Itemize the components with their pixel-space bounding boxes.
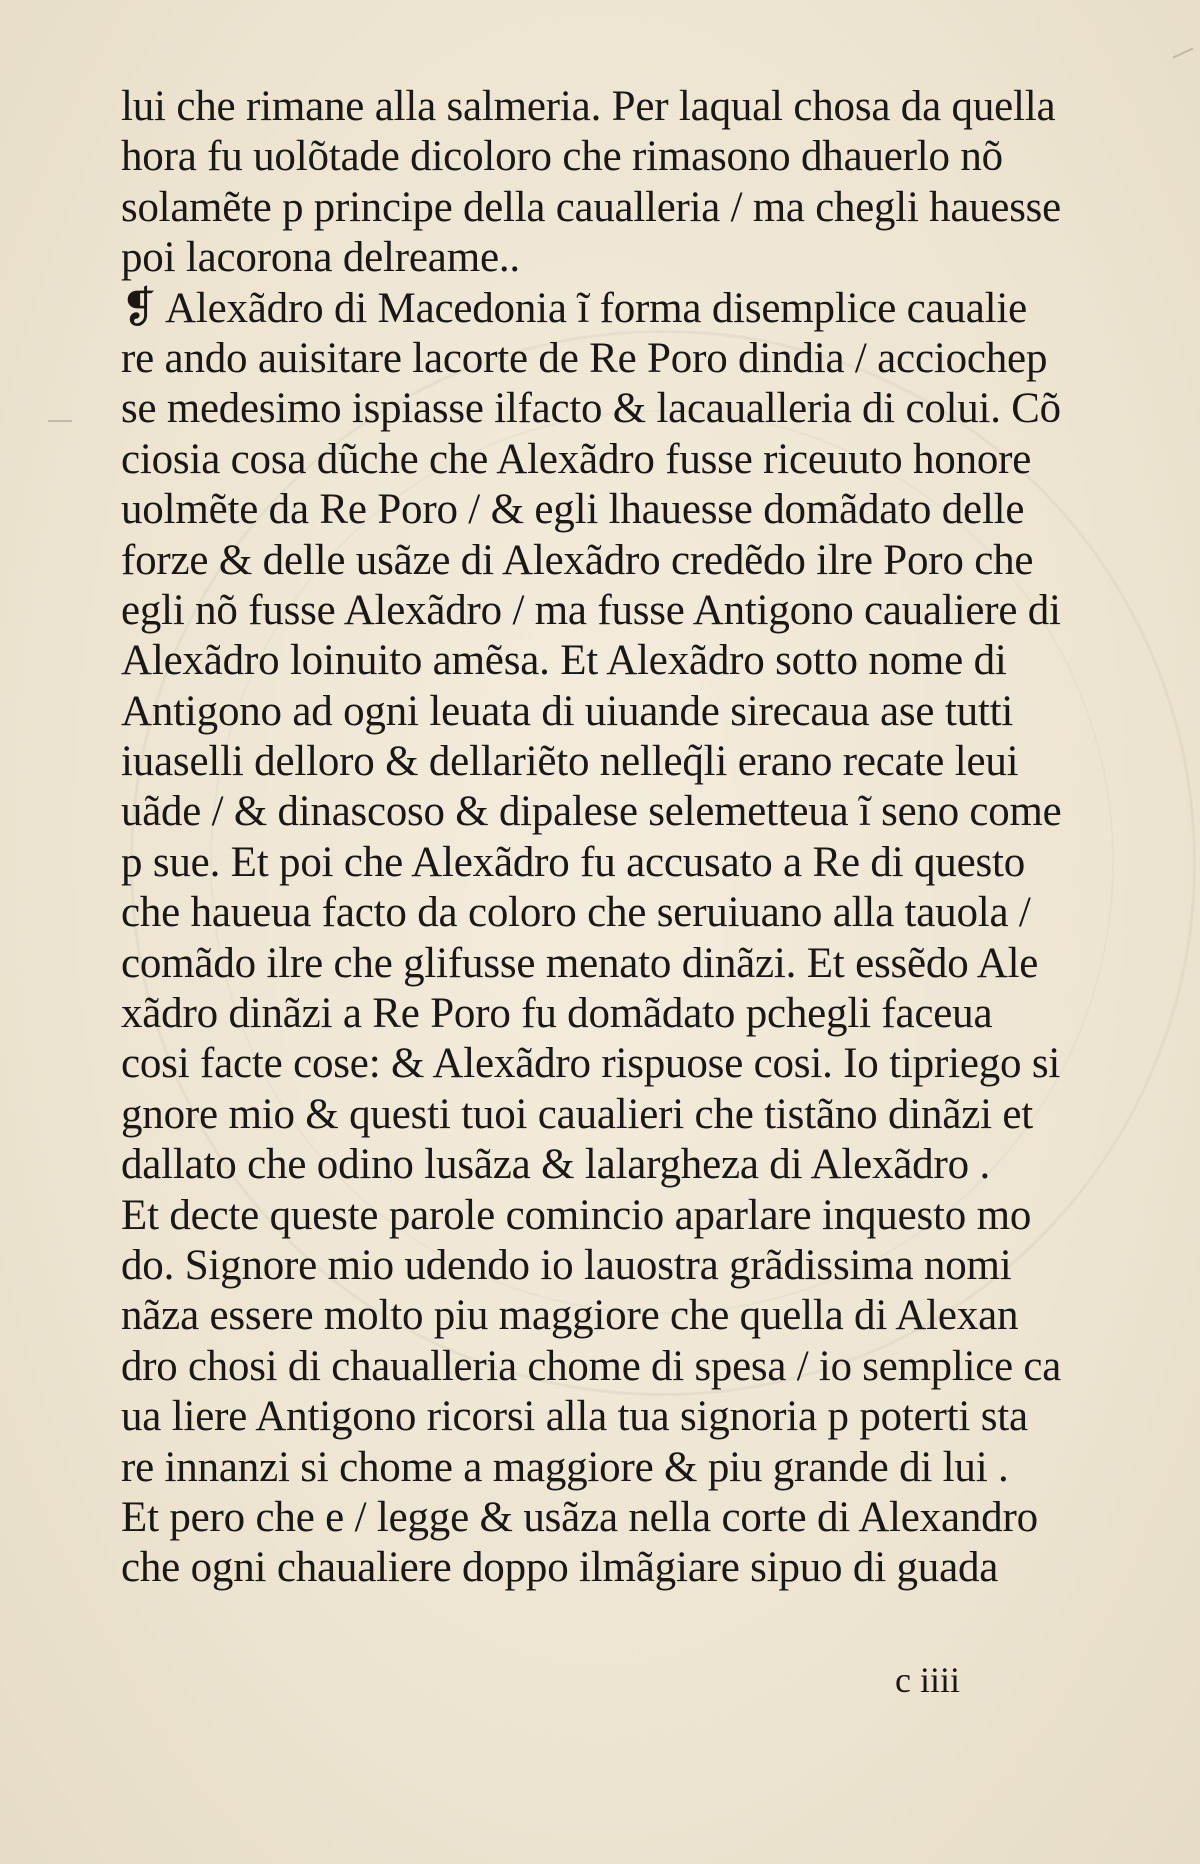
- margin-mark: [48, 420, 72, 422]
- text-line: nãza essere molto piu maggiore che quella di Alexan: [121, 1292, 1019, 1340]
- text-line: iuaselli delloro & dellariẽto nelleq̃li erano recate leui: [121, 738, 1019, 786]
- text-line: dallato che odino lusãza & lalargheza di Alexãdro .: [121, 1141, 990, 1189]
- text-line: Et decte queste parole comincio aparlare inquesto mo: [121, 1191, 1032, 1239]
- text-line: re ando auisitare lacorte de Re Poro dindia / acciochep: [121, 334, 1048, 382]
- text-line: gnore mio & questi tuoi caualieri che tistãno dinãzi et: [121, 1090, 1034, 1138]
- text-line: p sue. Et poi che Alexãdro fu accusato a Re di questo: [121, 838, 1026, 886]
- text-line: solamẽte p principe della caualleria / ma chegli hauesse: [121, 183, 1061, 231]
- text-line: egli nõ fusse Alexãdro / ma fusse Antigono caualiere di: [121, 586, 1061, 634]
- text-line: Et pero che e / legge & usãza nella corte di Alexandro: [121, 1493, 1038, 1541]
- text-line: poi lacorona delreame..: [121, 234, 520, 282]
- text-line: Antigono ad ogni leuata di uiuande sirecaua ase tutti: [121, 687, 1014, 735]
- margin-mark: [1173, 47, 1194, 58]
- text-line: xãdro dinãzi a Re Poro fu domãdato pchegli faceua: [121, 990, 993, 1038]
- text-line: cosi facte cose: & Alexãdro rispuose cosi. Io tipriego si: [121, 1040, 1061, 1088]
- text-line: ❡ Alexãdro di Macedonia ĩ forma disemplice caualie: [121, 284, 1027, 332]
- text-line: che haueua facto da coloro che seruiuano alla tauola /: [121, 889, 1031, 937]
- text-line: lui che rimane alla salmeria. Per laqual chosa da quella: [121, 83, 1056, 130]
- text-line: ua liere Antigono ricorsi alla tua signoria p poterti sta: [121, 1393, 1028, 1441]
- text-block: [121, 82, 1061, 1594]
- text-line: dro chosi di chaualleria chome di spesa / io semplice ca: [121, 1342, 1062, 1390]
- signature-mark: c iiii: [895, 1660, 960, 1700]
- text-line: Alexãdro loinuito amẽsa. Et Alexãdro sotto nome di: [121, 637, 1007, 685]
- text-line: ciosia cosa dũche che Alexãdro fusse riceuuto honore: [121, 435, 1032, 483]
- text-line: comãdo ilre che glifusse menato dinãzi. Et essẽdo Ale: [121, 939, 1039, 987]
- text-line: re innanzi si chome a maggiore & piu grande di lui .: [121, 1443, 1009, 1491]
- text-line: do. Signore mio udendo io lauostra grãdissima nomi: [121, 1241, 1012, 1289]
- text-line: che ogni chaualiere doppo ilmãgiare sipuo di guada: [121, 1544, 999, 1592]
- text-line: se medesimo ispiasse ilfacto & lacaualleria di colui. Cõ: [121, 385, 1061, 433]
- text-line: forze & delle usãze di Alexãdro credẽdo ilre Poro che: [121, 536, 1034, 584]
- text-line: hora fu uolõtade dicoloro che rimasono dhauerlo nõ: [121, 133, 1003, 181]
- text-line: uolmẽte da Re Poro / & egli lhauesse domãdato delle: [121, 486, 1025, 534]
- text-line: uãde / & dinascoso & dipalese selemetteua ĩ seno come: [121, 788, 1062, 836]
